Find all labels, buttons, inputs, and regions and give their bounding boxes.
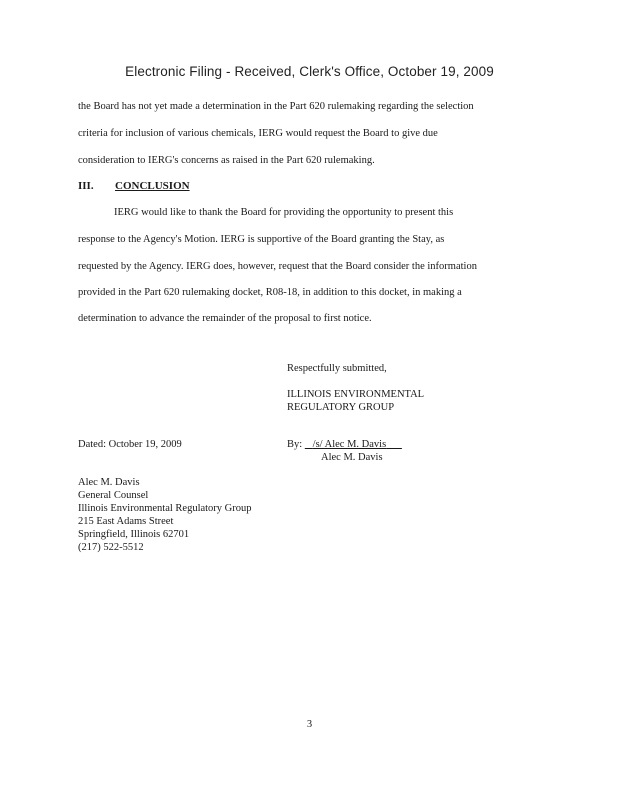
body-text-line: determination to advance the remainder of the proposal to first notice. [78, 313, 372, 324]
contact-line: Illinois Environmental Regulatory Group [78, 503, 252, 514]
section-number: III. [78, 180, 94, 192]
contact-line: General Counsel [78, 490, 149, 501]
body-text-line: provided in the Part 620 rulemaking docket, R08-18, in addition to this docket, in making a [78, 287, 462, 298]
signature-org-line: ILLINOIS ENVIRONMENTAL [287, 389, 425, 400]
filing-stamp-header: Electronic Filing - Received, Clerk's Office, October 19, 2009 [125, 64, 494, 79]
body-text-line: the Board has not yet made a determination in the Part 620 rulemaking regarding the selection [78, 101, 474, 112]
body-text-line: IERG would like to thank the Board for providing the opportunity to present this [114, 207, 454, 218]
section-title: CONCLUSION [115, 180, 190, 192]
signature-by-line [287, 439, 402, 450]
section-heading [78, 180, 190, 192]
dated-line: Dated: October 19, 2009 [78, 439, 182, 450]
signer-name: Alec M. Davis [321, 452, 383, 463]
electronic-signature: /s/ Alec M. Davis [312, 439, 387, 450]
body-text-line: consideration to IERG's concerns as raised in the Part 620 rulemaking. [78, 155, 375, 166]
contact-line: 215 East Adams Street [78, 516, 174, 527]
by-label: By: [287, 439, 303, 450]
body-text-line: response to the Agency's Motion. IERG is supportive of the Board granting the Stay, as [78, 234, 445, 245]
contact-line: (217) 522-5512 [78, 542, 144, 553]
contact-line: Springfield, Illinois 62701 [78, 529, 190, 540]
signature-org-line: REGULATORY GROUP [287, 402, 395, 413]
page-number: 3 [306, 719, 313, 730]
body-text-line: requested by the Agency. IERG does, however, request that the Board consider the information [78, 261, 477, 272]
body-text-line: criteria for inclusion of various chemicals, IERG would request the Board to give due [78, 128, 438, 139]
signature-closing: Respectfully submitted, [287, 363, 387, 374]
contact-line: Alec M. Davis [78, 477, 140, 488]
